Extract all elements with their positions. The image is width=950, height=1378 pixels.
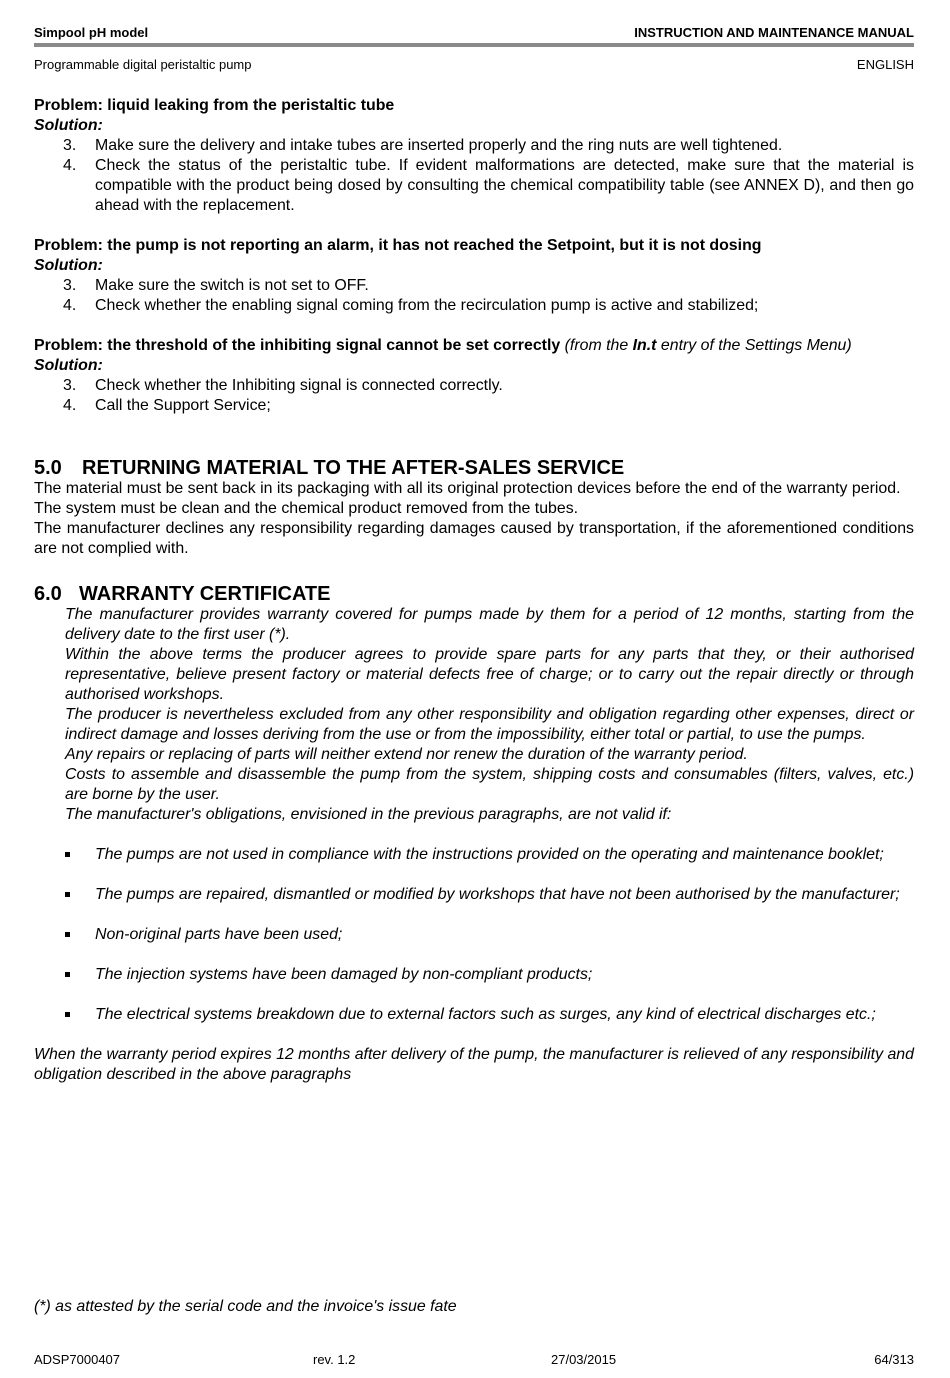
doc-date: 27/03/2015 <box>551 1352 617 1367</box>
solution-step: 4. Call the Support Service; <box>63 397 271 414</box>
bullet-square-icon <box>65 892 70 897</box>
bullet-square-icon <box>65 1012 70 1017</box>
solution-step: 3. Make sure the switch is not set to OFF. <box>63 277 369 294</box>
solution-step: 4. Check the status of the peristaltic tube. If evident malformations are detected, make sure that the material is compatible with the product being dosed by consulting the chemical compatibility table (see ANNEX D), and then go ahead with the replacement. <box>63 157 914 214</box>
footnote: (*) as attested by the serial code and the invoice's issue fate <box>34 1298 457 1315</box>
model-name: Simpool pH model <box>34 25 149 40</box>
problem-block <box>34 336 914 416</box>
list-item: Non-original parts have been used; <box>34 925 914 945</box>
solution-steps <box>34 136 914 216</box>
paragraph: The producer is nevertheless excluded from any other responsibility and obligation regarding other expenses, direct or indirect damage and losses deriving from the use or from the impossibility, either total or partial, to use the pumps. <box>65 706 914 743</box>
page-content <box>34 96 914 1085</box>
section-body <box>34 479 914 559</box>
list-item: The pumps are not used in compliance with the instructions provided on the operating and maintenance booklet; <box>34 845 914 865</box>
solution-step: 4. Check whether the enabling signal coming from the recirculation pump is active and stabilized; <box>63 297 759 314</box>
problem-title: Problem: the pump is not reporting an alarm, it has not reached the Setpoint, but it is not dosing <box>34 237 762 254</box>
paragraph: The manufacturer provides warranty covered for pumps made by them for a period of 12 months, starting from the delivery date to the first user (*). <box>65 606 914 643</box>
paragraph: The manufacturer declines any responsibility regarding damages caused by transportation, if the aforementioned conditions are not complied with. <box>34 520 914 557</box>
language-label: ENGLISH <box>856 57 914 72</box>
manual-title: INSTRUCTION AND MAINTENANCE MANUAL <box>634 25 914 40</box>
section-heading: 5.0 RETURNING MATERIAL TO THE AFTER-SALES SERVICE <box>34 457 625 479</box>
list-item: The injection systems have been damaged by non-compliant products; <box>34 965 914 985</box>
solution-steps <box>34 276 914 316</box>
section-heading: 6.0 WARRANTY CERTIFICATE <box>34 583 331 605</box>
solution-step: 3. Make sure the delivery and intake tubes are inserted properly and the ring nuts are well tightened. <box>63 137 783 154</box>
page-subheader <box>34 57 914 72</box>
problem-title: Problem: liquid leaking from the peristaltic tube <box>34 97 395 114</box>
paragraph: Costs to assemble and disassemble the pump from the system, shipping costs and consumables (filters, valves, etc.) are borne by the user. <box>65 766 914 803</box>
page-header <box>34 25 914 40</box>
doc-code: ADSP7000407 <box>34 1352 121 1367</box>
warranty-closing: When the warranty period expires 12 months after delivery of the pump, the manufacturer is relieved of any responsibility and obligation described in the above paragraphs <box>34 1046 914 1083</box>
exclusion-list <box>34 845 914 1025</box>
problem-block <box>34 96 914 216</box>
solution-label: Solution: <box>34 117 103 134</box>
solution-label: Solution: <box>34 257 103 274</box>
problem-title: Problem: the threshold of the inhibiting signal cannot be set correctly (from the In.t entry of the Settings Menu) <box>34 337 852 354</box>
warranty-text <box>34 605 914 825</box>
page-number: 64/313 <box>874 1352 914 1367</box>
solution-steps <box>34 376 914 416</box>
paragraph: The material must be sent back in its packaging with all its original protection devices before the end of the warranty period. <box>34 480 901 497</box>
paragraph: The system must be clean and the chemical product removed from the tubes. <box>34 500 579 517</box>
paragraph: Within the above terms the producer agrees to provide spare parts for any parts that they, or their authorised representative, believe present factory or material defects free of charge; or to carry out the repair directly or through authorised workshops. <box>65 646 914 703</box>
list-item: The pumps are repaired, dismantled or modified by workshops that have not been authorised by the manufacturer; <box>34 885 914 905</box>
bullet-square-icon <box>65 852 70 857</box>
page-footer <box>34 1352 914 1368</box>
paragraph: Any repairs or replacing of parts will neither extend nor renew the duration of the warranty period. <box>65 746 748 763</box>
problem-block <box>34 236 914 316</box>
solution-label: Solution: <box>34 357 103 374</box>
bullet-square-icon <box>65 972 70 977</box>
list-item: The electrical systems breakdown due to external factors such as surges, any kind of electrical discharges etc.; <box>34 1005 914 1025</box>
revision: rev. 1.2 <box>313 1352 356 1367</box>
solution-step: 3. Check whether the Inhibiting signal is connected correctly. <box>63 377 503 394</box>
bullet-square-icon <box>65 932 70 937</box>
paragraph: The manufacturer's obligations, envisioned in the previous paragraphs, are not valid if: <box>65 806 672 823</box>
header-rule <box>34 43 914 47</box>
product-subtitle: Programmable digital peristaltic pump <box>34 57 252 72</box>
